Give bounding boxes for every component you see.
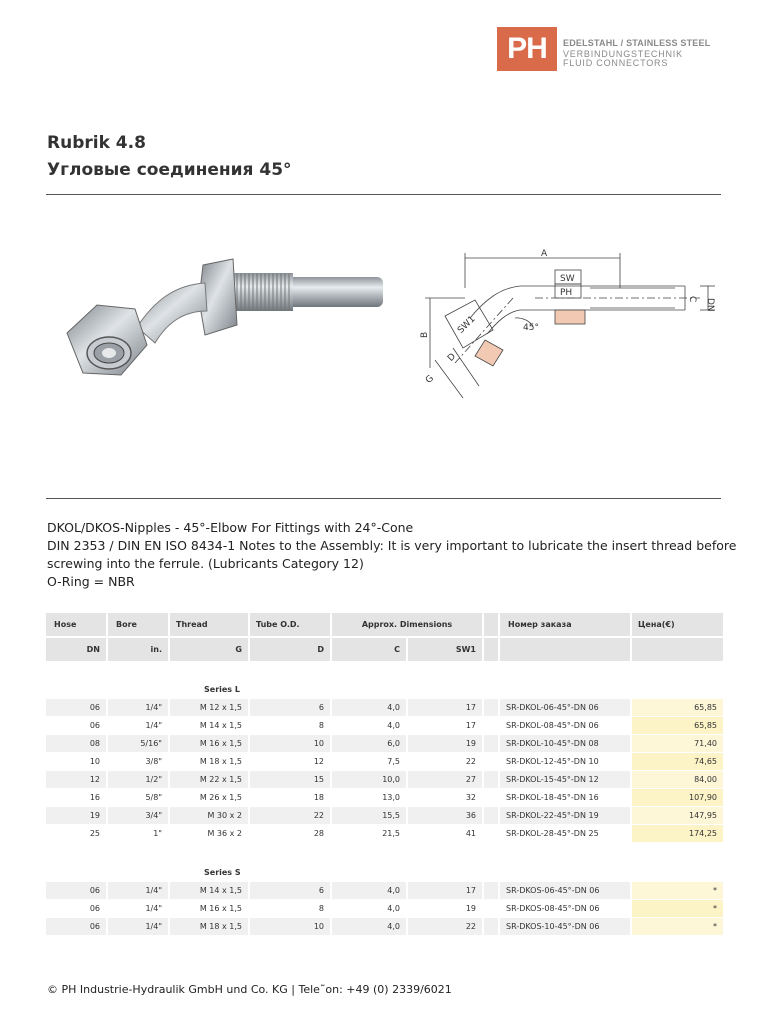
header-thread: Thread <box>170 613 248 636</box>
cell-g: M 18 x 1,5 <box>170 918 248 935</box>
cell-order: SR-DKOL-28-45°-DN 25 <box>506 829 599 838</box>
table-row <box>46 699 723 716</box>
cell-dn: 06 <box>46 918 106 935</box>
footer-copyright: © PH Industrie-Hydraulik GmbH und Co. KG | Tele˜on: +49 (0) 2339/6021 <box>47 983 452 996</box>
table-row <box>46 918 723 935</box>
cell-sw1: 27 <box>408 771 482 788</box>
cell-in: 5/8" <box>145 793 162 802</box>
cell-in: 1" <box>153 829 162 838</box>
cell-order: SR-DKOL-10-45°-DN 08 <box>500 735 630 752</box>
angle-label: 45° <box>523 323 539 333</box>
g-label: G <box>424 373 437 386</box>
cell-in: 1/4" <box>108 699 168 716</box>
tube-tail <box>287 277 383 307</box>
cell-d: 6 <box>250 699 330 716</box>
cell-dn: 10 <box>89 757 100 766</box>
cell-d: 10 <box>250 918 330 935</box>
cell-d: 28 <box>313 829 324 838</box>
cell-spacer <box>484 753 498 770</box>
cell-c: 4,0 <box>332 882 406 899</box>
cell-sw1: 22 <box>465 757 476 766</box>
cell-dn: 19 <box>46 807 106 824</box>
cell-order: SR-DKOS-10-45°-DN 06 <box>500 918 630 935</box>
cell-d: 22 <box>250 807 330 824</box>
cell-sw1: 19 <box>408 735 482 752</box>
header-d: D <box>250 638 330 661</box>
cell-in: 1/4" <box>145 904 162 913</box>
d-label: D <box>446 351 459 364</box>
table-row <box>46 825 723 842</box>
header-price-blank <box>632 638 723 661</box>
logo-line-2: VERBINDUNGSTECHNIK <box>563 49 683 59</box>
cell-g: M 14 x 1,5 <box>170 882 248 899</box>
cell-dn: 06 <box>46 882 106 899</box>
table-row <box>46 717 723 734</box>
cell-d: 6 <box>250 882 330 899</box>
table-row <box>46 789 723 806</box>
logo-mark: PH <box>507 32 547 65</box>
cell-g: M 30 x 2 <box>170 807 248 824</box>
cell-dn: 16 <box>89 793 100 802</box>
cell-g: M 14 x 1,5 <box>199 721 242 730</box>
ph-label: PH <box>560 288 573 298</box>
header-hose: Hose <box>46 613 106 636</box>
cell-dn: 06 <box>89 721 100 730</box>
cell-d: 15 <box>250 771 330 788</box>
cell-spacer <box>484 918 498 935</box>
series-s-label: Series S <box>204 868 241 877</box>
cell-price: 84,00 <box>632 771 723 788</box>
logo-line-3: FLUID CONNECTORS <box>563 58 669 68</box>
cell-price: 71,40 <box>632 735 723 752</box>
header-price: Цена(€) <box>632 613 723 636</box>
cell-order: SR-DKOL-06-45°-DN 06 <box>500 699 630 716</box>
cell-g: M 16 x 1,5 <box>170 735 248 752</box>
cell-sw1: 41 <box>465 829 476 838</box>
product-photo <box>55 245 390 395</box>
cell-spacer <box>484 825 498 842</box>
cell-spacer <box>484 882 498 899</box>
cell-in: 1/4" <box>108 918 168 935</box>
cell-order: SR-DKOL-22-45°-DN 19 <box>500 807 630 824</box>
cone-bore <box>102 348 116 358</box>
middle-divider <box>46 498 721 499</box>
cell-spacer <box>484 699 498 716</box>
cell-spacer <box>484 900 498 917</box>
table-header-row-2 <box>46 638 723 661</box>
cell-spacer <box>484 807 498 824</box>
cell-dn: 06 <box>89 904 100 913</box>
cell-dn: 06 <box>46 699 106 716</box>
header-dn: DN <box>46 638 106 661</box>
description-line-1: DKOL/DKOS-Nipples - 45°-Elbow For Fittings with 24°-Cone <box>47 520 414 535</box>
cell-price: 147,95 <box>632 807 723 824</box>
page-title: Rubrik 4.8 <box>47 133 146 153</box>
description-line-4: O-Ring = NBR <box>47 574 135 589</box>
cell-g: M 18 x 1,5 <box>199 757 242 766</box>
technical-drawing <box>415 248 725 408</box>
b-label: B <box>420 331 430 338</box>
thread-section <box>233 273 293 311</box>
description-line-2: DIN 2353 / DIN EN ISO 8434-1 Notes to the Assembly: It is very important to lubricate the insert thread before <box>47 538 737 553</box>
cell-sw1: 36 <box>408 807 482 824</box>
sw-label: SW <box>560 274 575 284</box>
cell-in: 3/4" <box>108 807 168 824</box>
cell-spacer <box>484 771 498 788</box>
cell-c: 4,0 <box>387 721 400 730</box>
cell-g: M 26 x 1,5 <box>199 793 242 802</box>
header-spacer-2 <box>484 638 498 661</box>
cell-d: 8 <box>318 904 324 913</box>
elbow-body <box>137 283 207 343</box>
page-subtitle: Угловые соединения 45° <box>47 160 292 180</box>
cell-order: SR-DKOS-08-45°-DN 06 <box>506 904 600 913</box>
cell-g: M 36 x 2 <box>207 829 242 838</box>
cell-c: 13,0 <box>382 793 400 802</box>
cell-price: * <box>632 918 723 935</box>
header-dimensions: Approx. Dimensions <box>332 613 482 636</box>
cell-order: SR-DKOS-06-45°-DN 06 <box>500 882 630 899</box>
header-tube: Tube O.D. <box>250 613 330 636</box>
table-row <box>46 807 723 824</box>
header-in: in. <box>108 638 168 661</box>
product-description <box>47 519 737 591</box>
cell-sw1: 17 <box>465 721 476 730</box>
table-row <box>46 771 723 788</box>
cell-dn: 25 <box>89 829 100 838</box>
cell-c: 21,5 <box>382 829 400 838</box>
table-row <box>46 735 723 752</box>
cell-sw1: 19 <box>465 904 476 913</box>
cell-g: M 12 x 1,5 <box>170 699 248 716</box>
ring-section <box>475 340 503 366</box>
cell-c: 4,0 <box>332 699 406 716</box>
cell-price: * <box>632 900 723 917</box>
cell-order: SR-DKOL-15-45°-DN 12 <box>500 771 630 788</box>
cell-g: M 16 x 1,5 <box>199 904 242 913</box>
top-divider <box>46 194 721 195</box>
cell-spacer <box>484 735 498 752</box>
cell-c: 15,5 <box>332 807 406 824</box>
sw1-label: SW1 <box>456 314 478 336</box>
cell-order: SR-DKOL-12-45°-DN 10 <box>506 757 599 766</box>
cell-spacer <box>484 789 498 806</box>
cell-c: 6,0 <box>332 735 406 752</box>
nut-section <box>555 310 585 324</box>
cell-in: 1/4" <box>108 882 168 899</box>
cell-dn: 08 <box>46 735 106 752</box>
dn-label: DN <box>705 298 715 312</box>
cell-price: 74,65 <box>632 753 723 770</box>
table-row <box>46 753 723 770</box>
header-order-blank <box>500 638 630 661</box>
cell-in: 1/4" <box>145 721 162 730</box>
cell-c: 4,0 <box>332 918 406 935</box>
series-l-label: Series L <box>204 685 240 694</box>
cell-order: SR-DKOL-08-45°-DN 06 <box>506 721 599 730</box>
description-line-3: screwing into the ferrule. (Lubricants Category 12) <box>47 556 364 571</box>
cell-d: 10 <box>250 735 330 752</box>
c-label: C <box>687 296 697 303</box>
cell-sw1: 22 <box>408 918 482 935</box>
table-row <box>46 882 723 899</box>
table-row <box>46 900 723 917</box>
cell-d: 18 <box>313 793 324 802</box>
cell-dn: 12 <box>46 771 106 788</box>
cell-g: M 22 x 1,5 <box>170 771 248 788</box>
cell-price: 107,90 <box>632 789 723 806</box>
cell-spacer <box>484 717 498 734</box>
company-logo <box>497 27 725 71</box>
cell-price: 65,85 <box>632 699 723 716</box>
cell-sw1: 32 <box>465 793 476 802</box>
cell-in: 3/8" <box>145 757 162 766</box>
cell-price: * <box>632 882 723 899</box>
cell-c: 7,5 <box>387 757 400 766</box>
cell-c: 10,0 <box>332 771 406 788</box>
header-sw1: SW1 <box>408 638 482 661</box>
header-order: Номер заказа <box>500 613 630 636</box>
header-spacer <box>484 613 498 636</box>
cell-price: 65,85 <box>632 717 723 734</box>
logo-line-1: EDELSTAHL / STAINLESS STEEL <box>563 38 711 48</box>
dim-a-label: A <box>541 249 548 259</box>
cell-order: SR-DKOL-18-45°-DN 16 <box>506 793 599 802</box>
cell-sw1: 17 <box>408 699 482 716</box>
cell-d: 8 <box>318 721 324 730</box>
header-c: C <box>332 638 406 661</box>
cell-in: 5/16" <box>108 735 168 752</box>
header-g: G <box>170 638 248 661</box>
cell-price: 174,25 <box>632 825 723 842</box>
header-bore: Bore <box>108 613 168 636</box>
cell-d: 12 <box>313 757 324 766</box>
cell-sw1: 17 <box>408 882 482 899</box>
table-header-row-1 <box>46 613 723 636</box>
cell-c: 4,0 <box>387 904 400 913</box>
cell-in: 1/2" <box>108 771 168 788</box>
